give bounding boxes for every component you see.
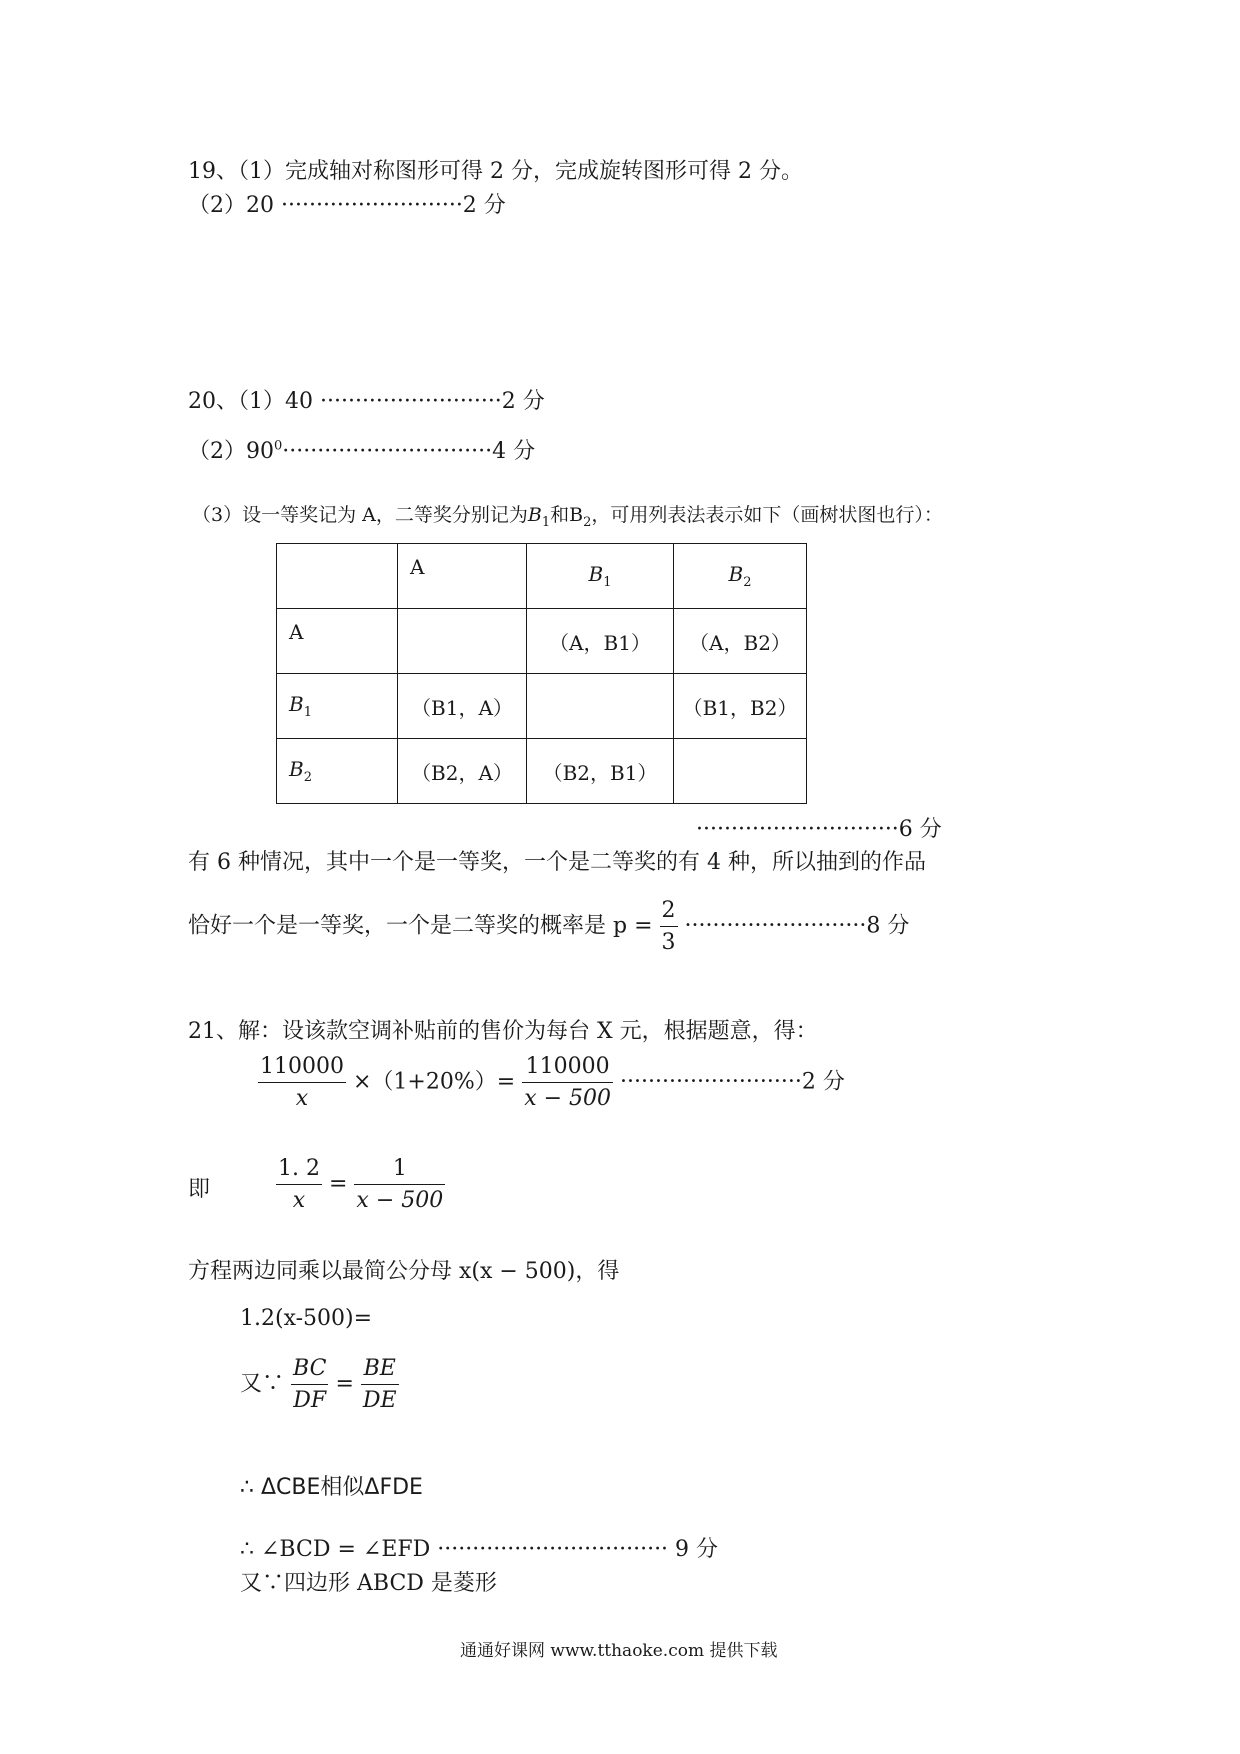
table-cell bbox=[398, 609, 527, 674]
q20-score6: ·····························6 分 bbox=[696, 817, 942, 842]
table-cell bbox=[527, 674, 674, 739]
probability-fraction: $\frac{2}{3}$ bbox=[661, 898, 676, 955]
q21-ji: 即 bbox=[188, 1177, 211, 1202]
table-row-label-a: A bbox=[277, 609, 398, 674]
q20-line4: 有 6 种情况，其中一个是一等奖，一个是二等奖的有 4 种，所以抽到的作品 bbox=[188, 850, 926, 875]
table-header-b1: $B_1$ bbox=[527, 544, 674, 609]
table-cell bbox=[674, 739, 807, 804]
table-row bbox=[277, 739, 807, 804]
table-header-b2: $B_2$ bbox=[674, 544, 807, 609]
q21-angle: ∴ ∠BCD = ∠EFD ································· 9 分 bbox=[240, 1537, 719, 1562]
q21-similar: ∴ ΔCBE相似ΔFDE bbox=[240, 1475, 423, 1500]
q19-line1: 19、（1）完成轴对称图形可得 2 分，完成旋转图形可得 2 分。 bbox=[188, 159, 803, 184]
q21-equation2: $\frac{1. 2}{x}$ = $\frac{1}{x - 500}$ bbox=[278, 1156, 444, 1213]
table-row bbox=[277, 609, 807, 674]
table-cell: （B2，A） bbox=[398, 739, 527, 804]
page-footer: 通通好课网 www.tthaoke.com 提供下载 bbox=[460, 1641, 778, 1661]
q19-line2: （2）20 ··························2 分 bbox=[188, 193, 506, 218]
table-cell: （A，B1） bbox=[527, 609, 674, 674]
q21-line1: 21、解：设该款空调补贴前的售价为每台 X 元，根据题意，得： bbox=[188, 1019, 818, 1044]
table-cell-corner bbox=[277, 544, 398, 609]
q21-rhombus: 又∵四边形 ABCD 是菱形 bbox=[240, 1571, 497, 1596]
q21-equation3: 1.2(x-500)= bbox=[240, 1306, 373, 1331]
q20-line3: （3）设一等奖记为 A，二等奖分别记为$B_1$和$B_2$，可用列表法表示如下（画树状图也行）： bbox=[192, 504, 943, 530]
q21-ratio: 又∵ $\frac{BC}{DF}$ = $\frac{BE}{DE}$ bbox=[240, 1356, 397, 1413]
table-cell: （B1，B2） bbox=[674, 674, 807, 739]
q20-line2: $(2)90^0\cdot\cdot\cdot\cdot\cdot\cdot\cdot\cdot\cdot\cdot\cdot\cdot\cdot\cdot\cdot\cdot\cdot\cdot\cdot\cdot\cdot\cdot\cdot\cdot\cdot\cdot\cdot\cdot\cdot\cdot 4$ 分 bbox=[188, 438, 536, 464]
table-row-label-b2: $B_2$ bbox=[277, 739, 398, 804]
q21-multiply-line: 方程两边同乘以最简公分母 x(x − 500)，得 bbox=[188, 1259, 620, 1284]
table-cell: （A，B2） bbox=[674, 609, 807, 674]
q20-line5: 恰好一个是一等奖，一个是二等奖的概率是 p = $\frac{2}{3}$ ··························8 分 bbox=[188, 898, 910, 955]
q20-line1: 20、（1）40 ··························2 分 bbox=[188, 389, 545, 414]
table-row bbox=[277, 544, 807, 609]
q21-equation1: $\frac{110000}{x}$ ×（1+20%）= $\frac{110000}{x - 500}$ ··························2 分 bbox=[260, 1054, 845, 1111]
table-header-a: A bbox=[398, 544, 527, 609]
table-cell: （B1，A） bbox=[398, 674, 527, 739]
table-row-label-b1: $B_1$ bbox=[277, 674, 398, 739]
table-row bbox=[277, 674, 807, 739]
table-cell: （B2，B1） bbox=[527, 739, 674, 804]
outcome-table bbox=[276, 543, 807, 804]
